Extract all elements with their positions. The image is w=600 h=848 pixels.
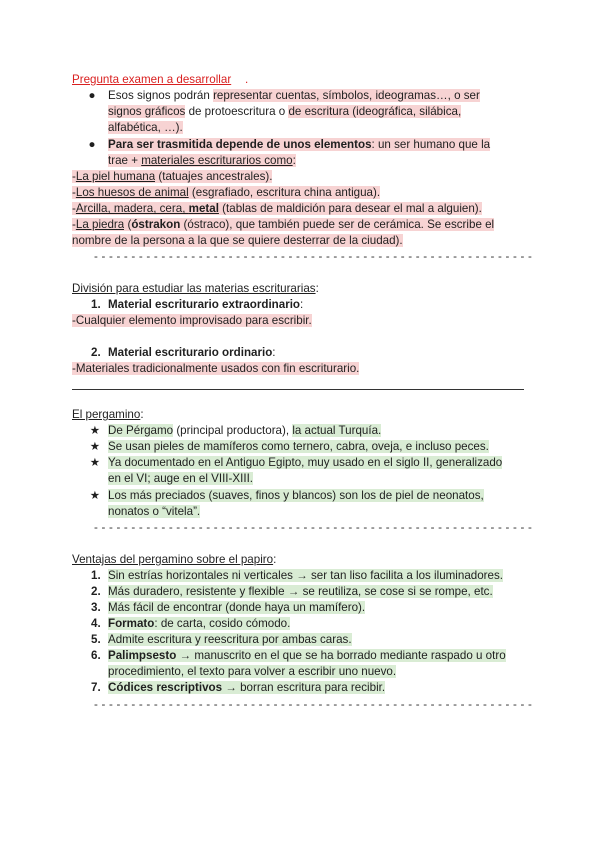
material-type-1: Material escriturario extraordinario: [108,298,304,311]
star-icon: ★ [89,489,101,502]
advantage-6-cont: procedimiento, el texto para volver a escribir uno nuevo. [108,665,397,678]
dashed-divider: - - - - - - - - - - - - - - - - - - - - - - - - - - - - - - - - - - - - - - - - - - - - - - - - - - - - - - - - - - - [94,521,533,534]
bullet-2-line-1: Para ser trasmitida depende de unos elementos: un ser humano que la [108,138,491,151]
section-heading-division: División para estudiar las materias escriturarias: [72,282,319,295]
bullet-dot: ● [88,89,96,102]
list-number: 1. [91,569,101,582]
pergamino-point-3: Ya documentado en el Antiguo Egipto, muy usado en el siglo II, generalizado [108,456,503,469]
bullet-1-line-3: alfabética, …). [108,121,183,134]
list-number: 5. [91,633,101,646]
dashed-divider: - - - - - - - - - - - - - - - - - - - - - - - - - - - - - - - - - - - - - - - - - - - - - - - - - - - - - - - - - - - [94,250,533,263]
dashed-divider: - - - - - - - - - - - - - - - - - - - - - - - - - - - - - - - - - - - - - - - - - - - - - - - - - - - - - - - - - - - [94,698,533,711]
star-icon: ★ [89,424,101,437]
page-title: Pregunta examen a desarrollar [72,73,232,86]
title-period: . [245,73,249,86]
material-item-2: -Los huesos de animal (esgrafiado, escritura china antigua). [72,186,381,199]
material-type-2: Material escriturario ordinario: [108,346,276,359]
pergamino-point-4: Los más preciados (suaves, finos y blancos) son los de piel de neonatos, [108,489,484,502]
list-number: 2. [91,585,101,598]
material-item-3: -Arcilla, madera, cera, metal (tablas de maldición para desear el mal a alguien). [72,202,482,215]
list-number: 3. [91,601,101,614]
advantage-6: Palimpsesto → manuscrito en el que se ha borrado mediante raspado u otro [108,649,506,662]
bullet-dot: ● [88,138,96,151]
list-number: 1. [91,298,101,311]
pergamino-point-1: De Pérgamo (principal productora), la actual Turquía. [108,424,382,437]
material-type-2-desc: -Materiales tradicionalmente usados con fin escriturario. [72,362,360,375]
advantage-7: Códices rescriptivos → borran escritura para recibir. [108,681,386,694]
pergamino-point-4-cont: nonatos o “vitela”. [108,505,201,518]
material-item-4: -La piedra (óstrakon (óstraco), que también puede ser de cerámica. Se escribe el [72,218,495,231]
list-number: 2. [91,346,101,359]
star-icon: ★ [89,456,101,469]
bullet-2-line-2: trae + materiales escriturarios como: [108,154,296,167]
bullet-1-line-2: signos gráficos de protoescritura o de escritura (ideográfica, silábica, [108,105,462,118]
list-number: 6. [91,649,101,662]
horizontal-rule [72,389,524,390]
pergamino-point-2: Se usan pieles de mamíferos como ternero, cabra, oveja, e incluso peces. [108,440,489,453]
advantage-4: Formato: de carta, cosido cómodo. [108,617,291,630]
advantage-2: Más duradero, resistente y flexible → se reutiliza, se cose si se rompe, etc. [108,585,493,598]
material-item-1: -La piel humana (tatuajes ancestrales). [72,170,273,183]
list-number: 4. [91,617,101,630]
material-item-4-cont: nombre de la persona a la que se quiere desterrar de la ciudad). [72,234,403,247]
list-number: 7. [91,681,101,694]
advantage-1: Sin estrías horizontales ni verticales → ser tan liso facilita a los iluminadores. [108,569,504,582]
star-icon: ★ [89,440,101,453]
section-heading-ventajas: Ventajas del pergamino sobre el papiro: [72,553,277,566]
advantage-3: Más fácil de encontrar (donde haya un mamífero). [108,601,366,614]
section-heading-pergamino: El pergamino: [72,408,144,421]
pergamino-point-3-cont: en el VI; auge en el VIII-XIII. [108,472,254,485]
advantage-5: Admite escritura y reescritura por ambas caras. [108,633,352,646]
bullet-1-line-1: Esos signos podrán representar cuentas, símbolos, ideogramas…, o ser [108,89,480,102]
material-type-1-desc: -Cualquier elemento improvisado para escribir. [72,314,312,327]
